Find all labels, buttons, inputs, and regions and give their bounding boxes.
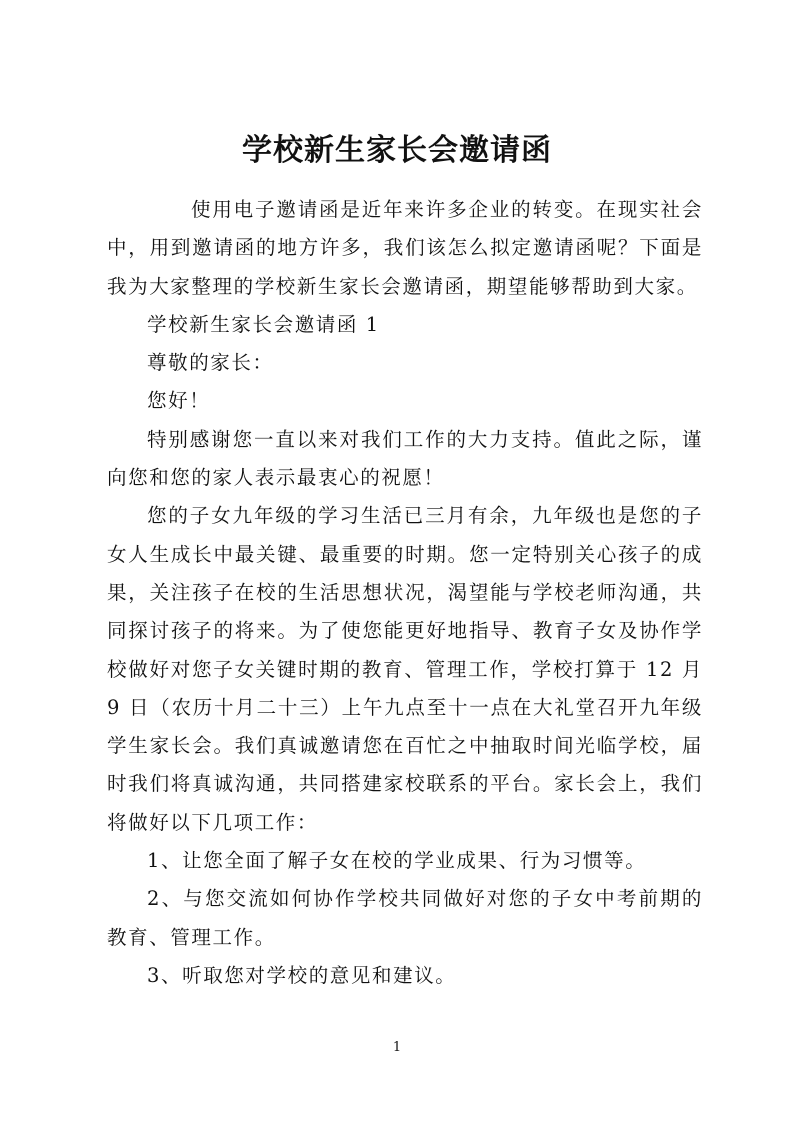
main-paragraph: 您的子女九年级的学习生活已三月有余，九年级也是您的子女人生成长中最关键、最重要的时期。您一定特别关心孩子的成果，关注孩子在校的生活思想状况，渴望能与学校老师沟通，共同探讨孩子的将来。为了使您能更好地指导、教育子女及协作学校做好对您子女关键时期的教育、管理工作，学校打算于 12 月 9 日（农历十月二十三）上午九点至十一点在大礼堂召开九年级学生家长会。我们真诚邀请您在百忙之中抽取时间光临学校，届时我们将真诚沟通，共同搭建家校联系的平台。家长会上，我们将做好以下几项工作： [107, 504, 703, 834]
document-body [107, 191, 703, 995]
list-item: 3、听取您对学校的意见和建议。 [147, 963, 457, 987]
thanks-paragraph: 特别感谢您一直以来对我们工作的大力支持。值此之际，谨向您和您的家人表示最衷心的祝愿！ [107, 427, 703, 490]
page-number: 1 [392, 1040, 402, 1055]
list-item: 2、与您交流如何协作学校共同做好对您的子女中考前期的教育、管理工作。 [107, 887, 703, 949]
list-item: 1、让您全面了解子女在校的学业成果、行为习惯等。 [147, 849, 647, 873]
intro-paragraph: 使用电子邀请函是近年来许多企业的转变。在现实社会中，用到邀请函的地方许多，我们该怎么拟定邀请函呢？下面是我为大家整理的学校新生家长会邀请函，期望能够帮助到大家。 [107, 198, 703, 298]
salutation: 尊敬的家长： [147, 351, 274, 375]
page-title: 学校新生家长会邀请函 [242, 133, 552, 168]
greeting: 您好！ [147, 389, 211, 413]
section-heading: 学校新生家长会邀请函 1 [147, 312, 380, 336]
